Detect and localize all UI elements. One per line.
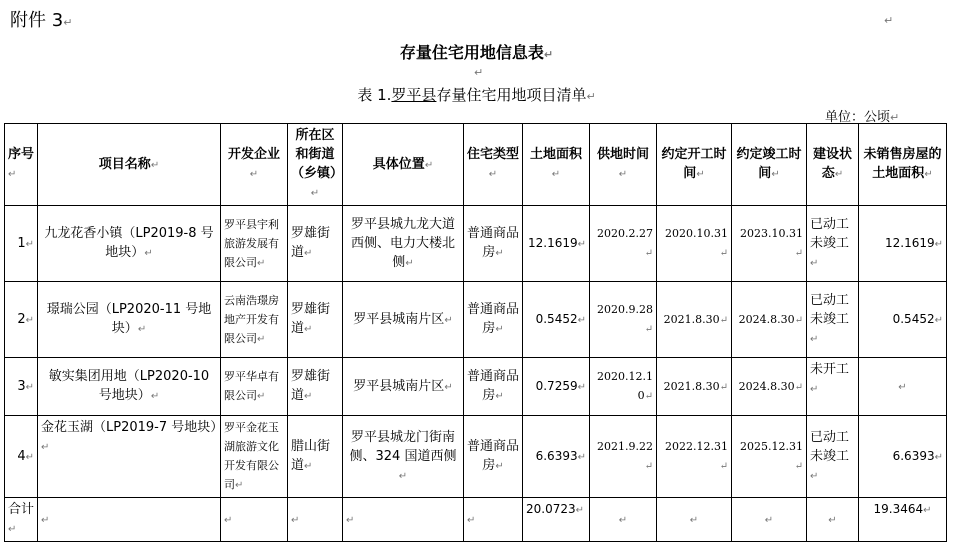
- header-cell: 未销售房屋的土地面积↵: [859, 124, 947, 206]
- start-date: 2021.8.30↵: [657, 358, 732, 416]
- paragraph-mark: ↵: [884, 14, 894, 27]
- finish-date: 2024.8.30↵: [732, 358, 807, 416]
- unsold-area: 6.6393↵: [859, 416, 947, 498]
- header-cell: 项目名称↵: [38, 124, 221, 206]
- district: 腊山街道↵: [288, 416, 343, 498]
- empty-cell: ↵: [807, 498, 859, 542]
- header-cell: 供地时间↵: [590, 124, 657, 206]
- finish-date: 2024.8.30↵: [732, 282, 807, 358]
- finish-date: 2023.10.31↵: [732, 206, 807, 282]
- total-label: 合计↵: [5, 498, 38, 542]
- housing-type: 普通商品房↵: [464, 206, 523, 282]
- build-status: 已动工未竣工↵: [807, 282, 859, 358]
- land-area: 12.1619↵: [523, 206, 590, 282]
- header-row: [5, 124, 947, 206]
- project-name: 敏实集团用地（LP2020-10 号地块）↵: [38, 358, 221, 416]
- table-caption: 表 1.罗平县存量住宅用地项目清单↵: [357, 86, 596, 104]
- header-cell: 建设状态↵: [807, 124, 859, 206]
- district: 罗雄街道↵: [288, 206, 343, 282]
- supply-date: 2020.9.28↵: [590, 282, 657, 358]
- land-area: 0.5452↵: [523, 282, 590, 358]
- location: 罗平县城龙门街南侧、324 国道西侧↵: [343, 416, 464, 498]
- paragraph-mark: ↵: [474, 66, 484, 79]
- supply-date: 2020.12.10↵: [590, 358, 657, 416]
- table-row: [5, 206, 947, 282]
- housing-type: 普通商品房↵: [464, 358, 523, 416]
- location: 罗平县城九龙大道西侧、电力大楼北侧↵: [343, 206, 464, 282]
- finish-date: 2025.12.31↵: [732, 416, 807, 498]
- location: 罗平县城南片区↵: [343, 282, 464, 358]
- supply-date: 2021.9.22↵: [590, 416, 657, 498]
- start-date: 2021.8.30↵: [657, 282, 732, 358]
- total-area: 20.0723↵: [523, 498, 590, 542]
- land-area: 0.7259↵: [523, 358, 590, 416]
- header-cell: 序号↵: [5, 124, 38, 206]
- project-name: 九龙花香小镇（LP2019-8 号地块）↵: [38, 206, 221, 282]
- empty-cell: ↵: [221, 498, 288, 542]
- table-row: [5, 282, 947, 358]
- row-number: 1↵: [5, 206, 38, 282]
- build-status: 未开工↵: [807, 358, 859, 416]
- developer: 云南浩璟房地产开发有限公司↵: [221, 282, 288, 358]
- build-status: 已动工未竣工↵: [807, 416, 859, 498]
- header-cell: 住宅类型↵: [464, 124, 523, 206]
- empty-cell: ↵: [732, 498, 807, 542]
- document-title: 存量住宅用地信息表↵: [399, 43, 554, 62]
- land-info-table: [4, 123, 947, 542]
- land-area: 6.6393↵: [523, 416, 590, 498]
- build-status: 已动工未竣工↵: [807, 206, 859, 282]
- housing-type: 普通商品房↵: [464, 416, 523, 498]
- table-row: [5, 416, 947, 498]
- header-cell: 约定竣工时间↵: [732, 124, 807, 206]
- total-unsold-area: 19.3464↵: [859, 498, 947, 542]
- header-cell: 约定开工时间↵: [657, 124, 732, 206]
- paragraph-mark: ↵: [63, 16, 73, 29]
- total-row: [5, 498, 947, 542]
- row-number: 2↵: [5, 282, 38, 358]
- district: 罗雄街道↵: [288, 282, 343, 358]
- unit-label: 单位：公顷↵: [825, 110, 900, 125]
- developer: 罗平金花玉湖旅游文化开发有限公司↵: [221, 416, 288, 498]
- empty-cell: ↵: [464, 498, 523, 542]
- attachment-label: 附件 3↵: [10, 10, 73, 31]
- header-cell: 开发企业↵: [221, 124, 288, 206]
- unsold-area: 0.5452↵: [859, 282, 947, 358]
- row-number: 4↵: [5, 416, 38, 498]
- table-row: [5, 358, 947, 416]
- empty-cell: ↵: [38, 498, 221, 542]
- header-cell: 土地面积↵: [523, 124, 590, 206]
- project-name: 璟瑞公园（LP2020-11 号地块）↵: [38, 282, 221, 358]
- header-cell: 所在区和街道（乡镇）↵: [288, 124, 343, 206]
- unsold-area: 12.1619↵: [859, 206, 947, 282]
- row-number: 3↵: [5, 358, 38, 416]
- location: 罗平县城南片区↵: [343, 358, 464, 416]
- start-date: 2022.12.31↵: [657, 416, 732, 498]
- district: 罗雄街道↵: [288, 358, 343, 416]
- unsold-area: ↵: [859, 358, 947, 416]
- housing-type: 普通商品房↵: [464, 282, 523, 358]
- project-name: 金花玉湖（LP2019-7 号地块）↵: [38, 416, 221, 498]
- empty-cell: ↵: [657, 498, 732, 542]
- start-date: 2020.10.31↵: [657, 206, 732, 282]
- developer: 罗平县宇利旅游发展有限公司↵: [221, 206, 288, 282]
- empty-cell: ↵: [590, 498, 657, 542]
- header-cell: 具体位置↵: [343, 124, 464, 206]
- empty-cell: ↵: [343, 498, 464, 542]
- supply-date: 2020.2.27↵: [590, 206, 657, 282]
- developer: 罗平华卓有限公司↵: [221, 358, 288, 416]
- empty-cell: ↵: [288, 498, 343, 542]
